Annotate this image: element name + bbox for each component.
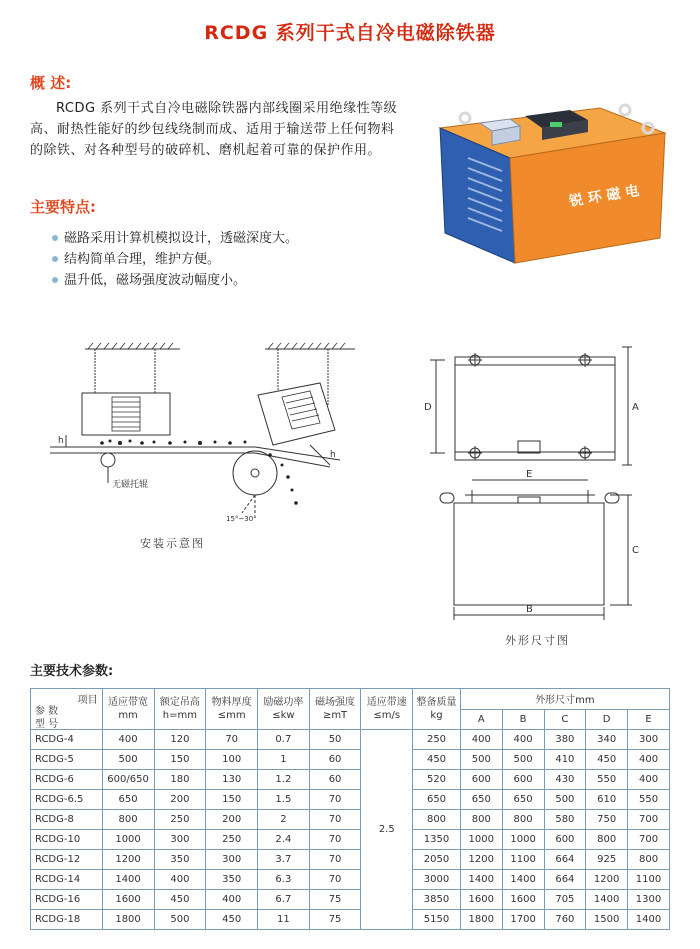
table-cell: 250: [154, 810, 206, 830]
table-cell: 250: [206, 830, 258, 850]
table-cell: 400: [628, 770, 670, 790]
dim-label-e: E: [526, 469, 533, 480]
model-cell: RCDG-10: [31, 830, 103, 850]
table-row: [31, 790, 670, 810]
table-row: [31, 770, 670, 790]
table-cell: 450: [154, 890, 206, 910]
dim-label-a: A: [632, 402, 639, 413]
page-title: RCDG 系列干式自冷电磁除铁器: [204, 22, 496, 44]
table-cell: 350: [154, 850, 206, 870]
model-cell: RCDG-16: [31, 890, 103, 910]
table-cell: 380: [544, 730, 586, 750]
install-caption: 安装示意图: [140, 537, 205, 550]
table-cell: 1700: [502, 910, 544, 930]
spec-table: [30, 688, 670, 930]
spec-corner-header: [31, 689, 103, 730]
table-cell: 300: [628, 730, 670, 750]
table-cell: 1: [258, 750, 310, 770]
features-heading: 主要特点:: [30, 198, 96, 216]
table-cell: 130: [206, 770, 258, 790]
spec-table-body: [31, 730, 670, 930]
table-cell: 580: [544, 810, 586, 830]
table-cell: 800: [586, 830, 628, 850]
table-cell: 180: [154, 770, 206, 790]
table-cell: 500: [460, 750, 502, 770]
table-cell: 1100: [502, 850, 544, 870]
table-cell: 75: [309, 910, 361, 930]
table-row: [31, 890, 670, 910]
table-cell: 1400: [102, 870, 154, 890]
table-cell: 450: [413, 750, 461, 770]
col-header: 适应带宽 mm: [102, 689, 154, 730]
h-label-left: h: [58, 436, 64, 446]
table-cell: 1400: [502, 870, 544, 890]
table-cell: 550: [586, 770, 628, 790]
table-cell: 800: [413, 810, 461, 830]
table-cell: 400: [102, 730, 154, 750]
table-row: [31, 910, 670, 930]
col-header: 磁场强度 ≥mT: [309, 689, 361, 730]
install-diagram: [30, 335, 390, 525]
dim-label-c: C: [632, 545, 639, 556]
table-cell: 1800: [460, 910, 502, 930]
table-cell: 1600: [102, 890, 154, 910]
table-cell: 664: [544, 850, 586, 870]
dims-col-header: A: [460, 709, 502, 730]
table-cell: 400: [206, 890, 258, 910]
feature-item: 磁路采用计算机模拟设计，透磁深度大。: [52, 228, 298, 249]
table-cell: 664: [544, 870, 586, 890]
table-cell: 400: [460, 730, 502, 750]
col-header: 物料厚度 ≤mm: [206, 689, 258, 730]
table-cell: 340: [586, 730, 628, 750]
table-cell: 1400: [586, 890, 628, 910]
table-cell: 70: [309, 810, 361, 830]
table-cell: 3.7: [258, 850, 310, 870]
table-cell: 1500: [586, 910, 628, 930]
overview-heading: 概 述:: [30, 74, 72, 92]
dim-label-b: B: [526, 604, 533, 615]
brand-label: 锐 环 磁 电: [568, 183, 641, 210]
table-row: [31, 750, 670, 770]
model-cell: RCDG-14: [31, 870, 103, 890]
table-cell: 2050: [413, 850, 461, 870]
table-cell: 800: [628, 850, 670, 870]
col-header: 额定吊高 h=mm: [154, 689, 206, 730]
table-cell: 500: [502, 750, 544, 770]
feature-item: 结构简单合理，维护方便。: [52, 249, 298, 270]
table-cell: 450: [206, 910, 258, 930]
dim-label-d: D: [424, 402, 432, 413]
table-cell: 600: [502, 770, 544, 790]
table-cell: 650: [413, 790, 461, 810]
angle-label: 15°~30°: [226, 515, 257, 523]
model-cell: RCDG-4: [31, 730, 103, 750]
table-cell: 400: [628, 750, 670, 770]
table-cell: 450: [586, 750, 628, 770]
table-cell: 50: [309, 730, 361, 750]
table-cell: 750: [586, 810, 628, 830]
table-cell: 650: [502, 790, 544, 810]
table-cell: 1.5: [258, 790, 310, 810]
model-cell: RCDG-6.5: [31, 790, 103, 810]
table-cell: 1000: [460, 830, 502, 850]
table-cell: 400: [154, 870, 206, 890]
table-cell: 550: [628, 790, 670, 810]
table-cell: 150: [154, 750, 206, 770]
dims-group-header: 外形尺寸mm: [460, 689, 669, 710]
table-cell: 1200: [102, 850, 154, 870]
features-list: [52, 228, 298, 291]
dims-diagram: [410, 335, 670, 630]
table-cell: 925: [586, 850, 628, 870]
table-cell: 650: [102, 790, 154, 810]
roller-label: 无磁托辊: [112, 480, 149, 490]
table-cell: 1200: [586, 870, 628, 890]
table-cell: 60: [309, 770, 361, 790]
table-cell: 1600: [460, 890, 502, 910]
table-cell: 1200: [460, 850, 502, 870]
table-cell: 760: [544, 910, 586, 930]
table-cell: 120: [154, 730, 206, 750]
table-cell: 705: [544, 890, 586, 910]
model-cell: RCDG-6: [31, 770, 103, 790]
table-cell: 1400: [460, 870, 502, 890]
table-cell: 3850: [413, 890, 461, 910]
dims-col-header: D: [586, 709, 628, 730]
col-header: 整备质量 kg: [413, 689, 461, 730]
table-cell: 70: [309, 870, 361, 890]
table-cell: 500: [154, 910, 206, 930]
table-cell: 70: [309, 830, 361, 850]
table-cell: 1.2: [258, 770, 310, 790]
table-cell: 800: [460, 810, 502, 830]
dims-col-header: B: [502, 709, 544, 730]
speed-cell: 2.5: [361, 730, 413, 930]
table-cell: 1300: [628, 890, 670, 910]
table-cell: 250: [413, 730, 461, 750]
overview-body: RCDG 系列干式自冷电磁除铁器内部线圈采用绝缘性等级高、耐热性能好的纱包线绕制而成、适用于输送带上任何物料的除铁、对各种型号的破碎机、磨机起着可靠的保护作用。: [30, 101, 398, 158]
table-cell: 600: [460, 770, 502, 790]
table-cell: 2.4: [258, 830, 310, 850]
table-cell: 700: [628, 810, 670, 830]
table-cell: 70: [309, 790, 361, 810]
corner-mid: 参 数: [35, 706, 59, 717]
corner-bottom: 型 号: [35, 719, 59, 730]
model-cell: RCDG-18: [31, 910, 103, 930]
table-cell: 70: [206, 730, 258, 750]
model-cell: RCDG-12: [31, 850, 103, 870]
table-cell: 1350: [413, 830, 461, 850]
table-cell: 11: [258, 910, 310, 930]
table-cell: 5150: [413, 910, 461, 930]
table-row: [31, 870, 670, 890]
table-row: [31, 830, 670, 850]
table-cell: 520: [413, 770, 461, 790]
table-cell: 430: [544, 770, 586, 790]
table-cell: 200: [206, 810, 258, 830]
table-cell: 300: [206, 850, 258, 870]
model-cell: RCDG-5: [31, 750, 103, 770]
table-cell: 1100: [628, 870, 670, 890]
table-cell: 1400: [628, 910, 670, 930]
feature-item: 温升低，磁场强度波动幅度小。: [52, 270, 298, 291]
table-cell: 650: [460, 790, 502, 810]
table-cell: 6.3: [258, 870, 310, 890]
table-cell: 500: [544, 790, 586, 810]
table-cell: 70: [309, 850, 361, 870]
h-label-right: h: [330, 450, 336, 460]
table-cell: 350: [206, 870, 258, 890]
table-cell: 300: [154, 830, 206, 850]
table-cell: 6.7: [258, 890, 310, 910]
table-cell: 800: [502, 810, 544, 830]
table-row: [31, 730, 670, 750]
table-cell: 2: [258, 810, 310, 830]
model-cell: RCDG-8: [31, 810, 103, 830]
table-cell: 600/650: [102, 770, 154, 790]
spec-heading: 主要技术参数:: [30, 664, 114, 679]
table-cell: 60: [309, 750, 361, 770]
table-cell: 1000: [502, 830, 544, 850]
table-row: [31, 850, 670, 870]
corner-top: 项目: [77, 695, 98, 706]
table-cell: 800: [102, 810, 154, 830]
table-cell: 75: [309, 890, 361, 910]
table-cell: 600: [544, 830, 586, 850]
overview-text: [30, 98, 400, 161]
table-cell: 400: [502, 730, 544, 750]
table-cell: 0.7: [258, 730, 310, 750]
dims-col-header: C: [544, 709, 586, 730]
table-cell: 200: [154, 790, 206, 810]
table-cell: 150: [206, 790, 258, 810]
product-photo: [420, 88, 680, 273]
table-cell: 1600: [502, 890, 544, 910]
dims-caption: 外形尺寸图: [505, 634, 570, 647]
table-cell: 700: [628, 830, 670, 850]
col-header: 适应带速 ≤m/s: [361, 689, 413, 730]
table-cell: 1000: [102, 830, 154, 850]
table-cell: 610: [586, 790, 628, 810]
table-cell: 500: [102, 750, 154, 770]
table-cell: 100: [206, 750, 258, 770]
col-header: 励磁功率 ≤kw: [258, 689, 310, 730]
table-row: [31, 810, 670, 830]
table-cell: 3000: [413, 870, 461, 890]
dims-col-header: E: [628, 709, 670, 730]
table-cell: 410: [544, 750, 586, 770]
table-cell: 1800: [102, 910, 154, 930]
